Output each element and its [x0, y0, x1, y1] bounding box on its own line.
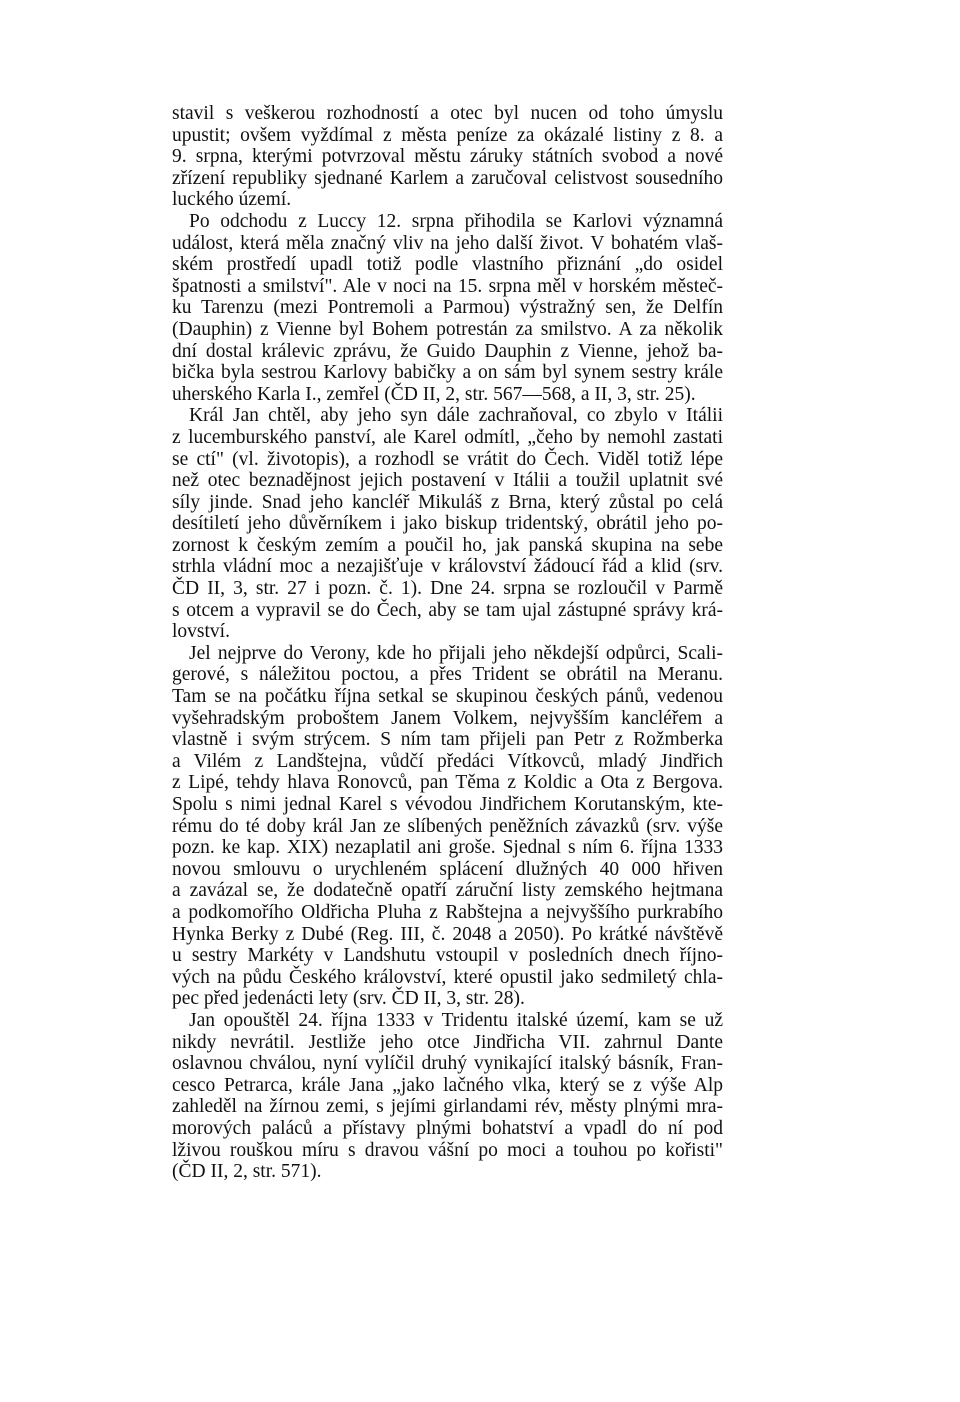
- text-line: Po odchodu z Luccy 12. srpna přihodila se Karlovi významná: [189, 210, 723, 232]
- text-line: vých na půdu Českého království, které opustil jako sedmiletý chla-: [172, 966, 723, 988]
- text-line: než otec beznadějnost jejich postavení v Itálii a toužil uplatnit své: [172, 470, 723, 492]
- paragraph: [172, 405, 723, 643]
- text-line: uherského Karla I., zemřel (ČD II, 2, str. 567—568, a II, 3, str. 25).: [172, 383, 696, 405]
- text-line: Jan opouštěl 24. října 1333 v Tridentu italské území, kam se už: [189, 1009, 723, 1031]
- paragraph: [172, 211, 723, 405]
- text-line: vlastně i svým strýcem. S ním tam přijeli pan Petr z Rožmberka: [172, 729, 723, 751]
- text-line: zornost k českým zemím a poučil ho, jak panská skupina na sebe: [172, 534, 723, 556]
- text-line: se ctí" (vl. životopis), a rozhodl se vrátit do Čech. Viděl totiž lépe: [172, 448, 723, 470]
- text-line: desítiletí jeho důvěrníkem i jako biskup tridentský, obrátil jeho po-: [172, 513, 723, 535]
- text-line: strhla vládní moc a nezajišťuje v království žádoucí řád a klid (srv.: [172, 556, 723, 578]
- text-line: pec před jedenácti lety (srv. ČD II, 3, str. 28).: [172, 988, 525, 1010]
- text-line: lovství.: [172, 621, 230, 643]
- text-line: ském prostředí upadl totiž podle vlastního přiznání „do osidel: [172, 254, 723, 276]
- text-line: u sestry Markéty v Landshutu vstoupil v posledních dnech říjno-: [172, 945, 723, 967]
- text-line: Tam se na počátku října setkal se skupinou českých pánů, vedenou: [172, 686, 723, 708]
- page-text-column: [172, 103, 723, 1183]
- text-line: a zavázal se, že dodatečně opatří záruční listy zemského hejtmana: [172, 880, 723, 902]
- text-line: a Vilém z Landštejna, vůdčí předáci Vítkovců, mladý Jindřich: [172, 750, 723, 772]
- text-line: oslavnou chválou, nyní vylíčil druhý vynikající italský básník, Fran-: [172, 1053, 723, 1075]
- text-line: ku Tarenzu (mezi Pontremoli a Parmou) výstražný sen, že Delfín: [172, 297, 723, 319]
- text-line: z Lipé, tehdy hlava Ronovců, pan Těma z Koldic a Ota z Bergova.: [172, 772, 723, 794]
- text-line: a podkomořího Oldřicha Pluha z Rabštejna a nejvyššího purkrabího: [172, 901, 723, 923]
- text-line: morových paláců a přístavy plnými bohatství a vpadl do ní pod: [172, 1117, 723, 1139]
- text-line: dní dostal králevic zprávu, že Guido Dauphin z Vienne, jehož ba-: [172, 340, 723, 362]
- text-line: (ČD II, 2, str. 571).: [172, 1161, 322, 1183]
- text-line: ČD II, 3, str. 27 i pozn. č. 1). Dne 24. srpna se rozloučil v Parmě: [172, 578, 723, 600]
- text-line: (Dauphin) z Vienne byl Bohem potrestán za smilstvo. A za několik: [172, 318, 723, 340]
- text-line: lživou rouškou míru s dravou vášní po moci a touhou po kořisti": [172, 1139, 723, 1161]
- text-line: 9. srpna, kterými potvrzoval městu záruky státních svobod a nové: [172, 146, 723, 168]
- text-line: s otcem a vypravil se do Čech, aby se tam ujal zástupné správy krá-: [172, 599, 723, 621]
- text-line: Jel nejprve do Verony, kde ho přijali jeho někdejší odpůrci, Scali-: [189, 642, 723, 664]
- text-line: gerové, s náležitou poctou, a přes Trident se obrátil na Meranu.: [172, 664, 723, 686]
- text-line: bička byla sestrou Karlovy babičky a on sám byl synem sestry krále: [172, 362, 723, 384]
- paragraph: [172, 643, 723, 1010]
- text-line: událost, která měla značný vliv na jeho další život. V bohatém vlaš-: [172, 232, 723, 254]
- text-line: rému do té doby král Jan ze slíbených peněžních závazků (srv. výše: [172, 815, 723, 837]
- text-line: zřízení republiky sjednané Karlem a zaručoval celistvost sousedního: [172, 167, 723, 189]
- text-line: Hynka Berky z Dubé (Reg. III, č. 2048 a 2050). Po krátké návštěvě: [172, 923, 723, 945]
- paragraph: [172, 103, 723, 211]
- paragraph: [172, 1010, 723, 1183]
- text-line: upustit; ovšem vyždímal z města peníze za okázalé listiny z 8. a: [172, 124, 723, 146]
- text-line: vyšehradským proboštem Janem Volkem, nejvyšším kancléřem a: [172, 707, 723, 729]
- text-line: pozn. ke kap. XIX) nezaplatil ani groše. Sjednal s ním 6. října 1333: [172, 837, 723, 859]
- text-line: zahleděl na žírnou zemi, s jejími girlandami rév, městy plnými mra-: [172, 1096, 723, 1118]
- text-line: síly jinde. Snad jeho kancléř Mikuláš z Brna, který zůstal po celá: [172, 491, 723, 513]
- text-line: luckého území.: [172, 189, 292, 211]
- text-line: cesco Petrarca, krále Jana „jako lačného vlka, který se z výše Alp: [172, 1074, 723, 1096]
- text-line: nikdy nevrátil. Jestliže jeho otce Jindřicha VII. zahrnul Dante: [172, 1031, 723, 1053]
- text-line: Spolu s nimi jednal Karel s vévodou Jindřichem Korutanským, kte-: [172, 794, 723, 815]
- text-line: z lucemburského panství, ale Karel odmítl, „čeho by nemohl zastati: [172, 426, 723, 448]
- text-line: stavil s veškerou rozhodností a otec byl nucen od toho úmyslu: [172, 103, 723, 124]
- text-line: špatnosti a smilství". Ale v noci na 15. srpna měl v horském městeč-: [172, 275, 723, 297]
- text-line: Král Jan chtěl, aby jeho syn dále zachraňoval, co zbylo v Itálii: [189, 405, 723, 427]
- text-line: novou smlouvu o urychleném splácení dlužných 40 000 hřiven: [172, 858, 723, 880]
